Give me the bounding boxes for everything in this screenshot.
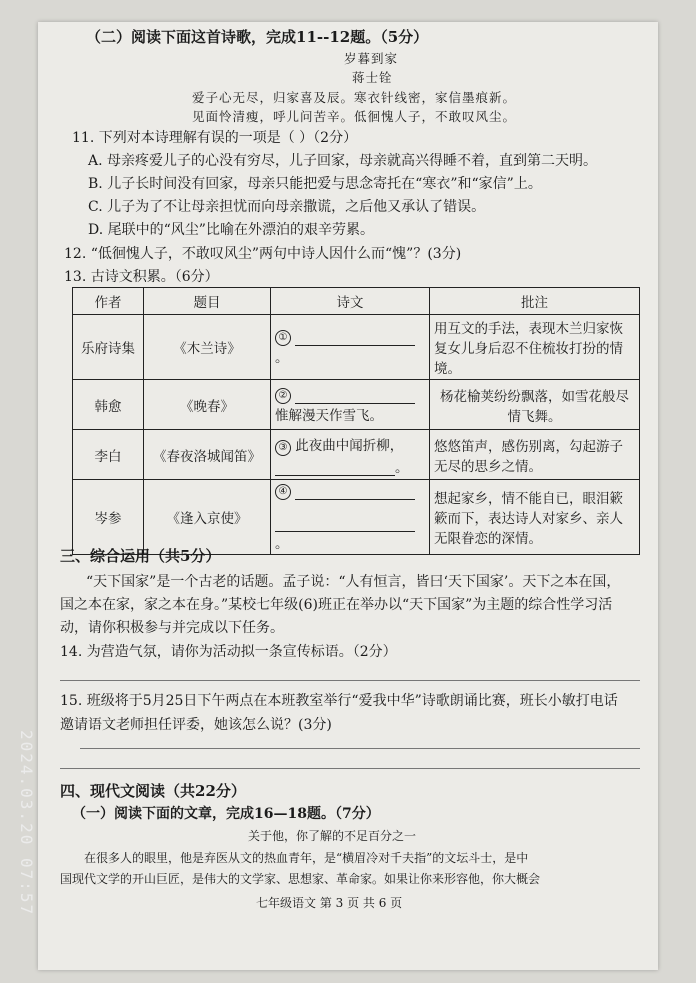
table-row [73,380,640,430]
table-row [73,430,640,480]
section2-subheading: （二）阅读下面这首诗歌，完成11--12题。（5分） [86,28,429,46]
answer-line[interactable] [60,680,640,681]
answer-blank[interactable] [295,389,415,404]
q11-option-a: A. 母亲疼爱儿子的心没有穷尽，儿子回家，母亲就高兴得睡不着，直到第二天明。 [88,153,598,169]
q13: 13. 古诗文积累。（6分） [64,269,219,285]
answer-blank[interactable] [295,485,415,500]
row-author: 韩愈 [73,380,144,430]
table-row [73,480,640,555]
circled-number: ① [275,330,291,346]
verse-end-mark: 。 [395,459,409,476]
section3-heading: 三、综合运用（共5分） [60,547,221,565]
poem-line-1: 爱子心无尽，归家喜及辰。寒衣针线密，家信墨痕新。 [192,90,517,105]
row-author: 乐府诗集 [73,315,144,380]
row-title: 《逢入京使》 [144,480,271,555]
answer-line[interactable] [80,748,640,749]
poem-author: 蒋士铨 [352,70,393,85]
row-title: 《春夜洛城闻笛》 [144,430,271,480]
row-title: 《晚春》 [144,380,271,430]
q14: 14. 为营造气氛，请你为活动拟一条宣传标语。（2分） [60,644,397,660]
q11-option-c: C. 儿子为了不让母亲担忧而向母亲撒谎，之后他又承认了错误。 [88,199,486,215]
row-verse: 惟解漫天作雪飞。 [275,407,383,424]
poetry-table [72,287,640,555]
row-note: 悠悠笛声，感伤别离，勾起游子无尽的思乡之情。 [430,430,640,480]
row-note: 杨花榆荚纷纷飘落，如雪花般尽情飞舞。 [430,380,640,430]
row-author: 岑参 [73,480,144,555]
header-note: 批注 [430,288,640,315]
article-paragraph-2: 国现代文学的开山巨匠，是伟大的文学家、思想家、革命家。如果让你来形容他，你大概会 [60,872,541,886]
header-title: 题目 [144,288,271,315]
section4-subheading: （一）阅读下面的文章，完成16—18题。（7分） [72,806,380,822]
row-author: 李白 [73,430,144,480]
q12: 12. “低徊愧人子，不敢叹风尘”两句中诗人因什么而“愧”？(3分) [64,246,462,262]
circled-number: ④ [275,484,291,500]
answer-blank[interactable] [295,331,415,346]
q11-option-d: D. 尾联中的“风尘”比喻在外漂泊的艰辛劳累。 [88,222,374,238]
circled-number: ② [275,388,291,404]
row-verse-cell [271,430,430,480]
row-note: 用互文的手法，表现木兰归家恢复女儿身后忍不住梳妆打扮的情境。 [430,315,640,380]
photo-timestamp: 2024.03.20 07:57 [17,730,36,917]
row-title: 《木兰诗》 [144,315,271,380]
section3-paragraph-1: “天下国家”是一个古老的话题。孟子说：“人有恒言，皆曰‘天下国家’。天下之本在国， [86,574,621,590]
section4-heading: 四、现代文阅读（共22分） [60,782,246,800]
poem-title: 岁暮到家 [344,51,399,66]
page-footer: 七年级语文 第 3 页 共 6 页 [256,896,403,910]
article-title: 关于他，你了解的不足百分之一 [248,829,417,843]
verse-end-mark: 。 [275,536,289,552]
row-verse: 此夜曲中闻折柳， [295,437,404,454]
answer-blank[interactable] [275,517,415,532]
table-header-row [73,288,640,315]
table-row [73,315,640,380]
row-note: 想起家乡，情不能自已，眼泪簌簌而下，表达诗人对家乡、亲人无限眷恋的深情。 [430,480,640,555]
verse-end-mark: 。 [275,350,289,366]
answer-line[interactable] [60,768,640,769]
q15-line-2: 邀请语文老师担任评委，她该怎么说？(3分) [60,717,332,733]
answer-blank[interactable] [275,461,395,476]
q15-line-1: 15. 班级将于5月25日下午两点在本班教室举行“爱我中华”诗歌朗诵比赛，班长小敏打电话 [60,693,618,709]
header-verse: 诗文 [271,288,430,315]
section3-paragraph-2: 国之本在家，家之本在身。”某校七年级(6)班正在举办以“天下国家”为主题的综合性学习活 [60,597,613,613]
row-verse-cell [271,480,430,555]
article-paragraph-1: 在很多人的眼里，他是弃医从文的热血青年，是“横眉冷对千夫指”的文坛斗士，是中 [84,851,529,865]
header-author: 作者 [73,288,144,315]
row-verse-cell [271,380,430,430]
q11-option-b: B. 儿子长时间没有回家，母亲只能把爱与思念寄托在“寒衣”和“家信”上。 [88,176,542,192]
row-verse-cell [271,315,430,380]
section3-paragraph-3: 动，请你积极参与并完成以下任务。 [60,620,284,636]
q11-stem: 11. 下列对本诗理解有误的一项是（ ）（2分） [72,130,358,146]
circled-number: ③ [275,440,291,456]
poem-line-2: 见面怜清瘦，呼儿问苦辛。低徊愧人子，不敢叹风尘。 [192,109,517,124]
